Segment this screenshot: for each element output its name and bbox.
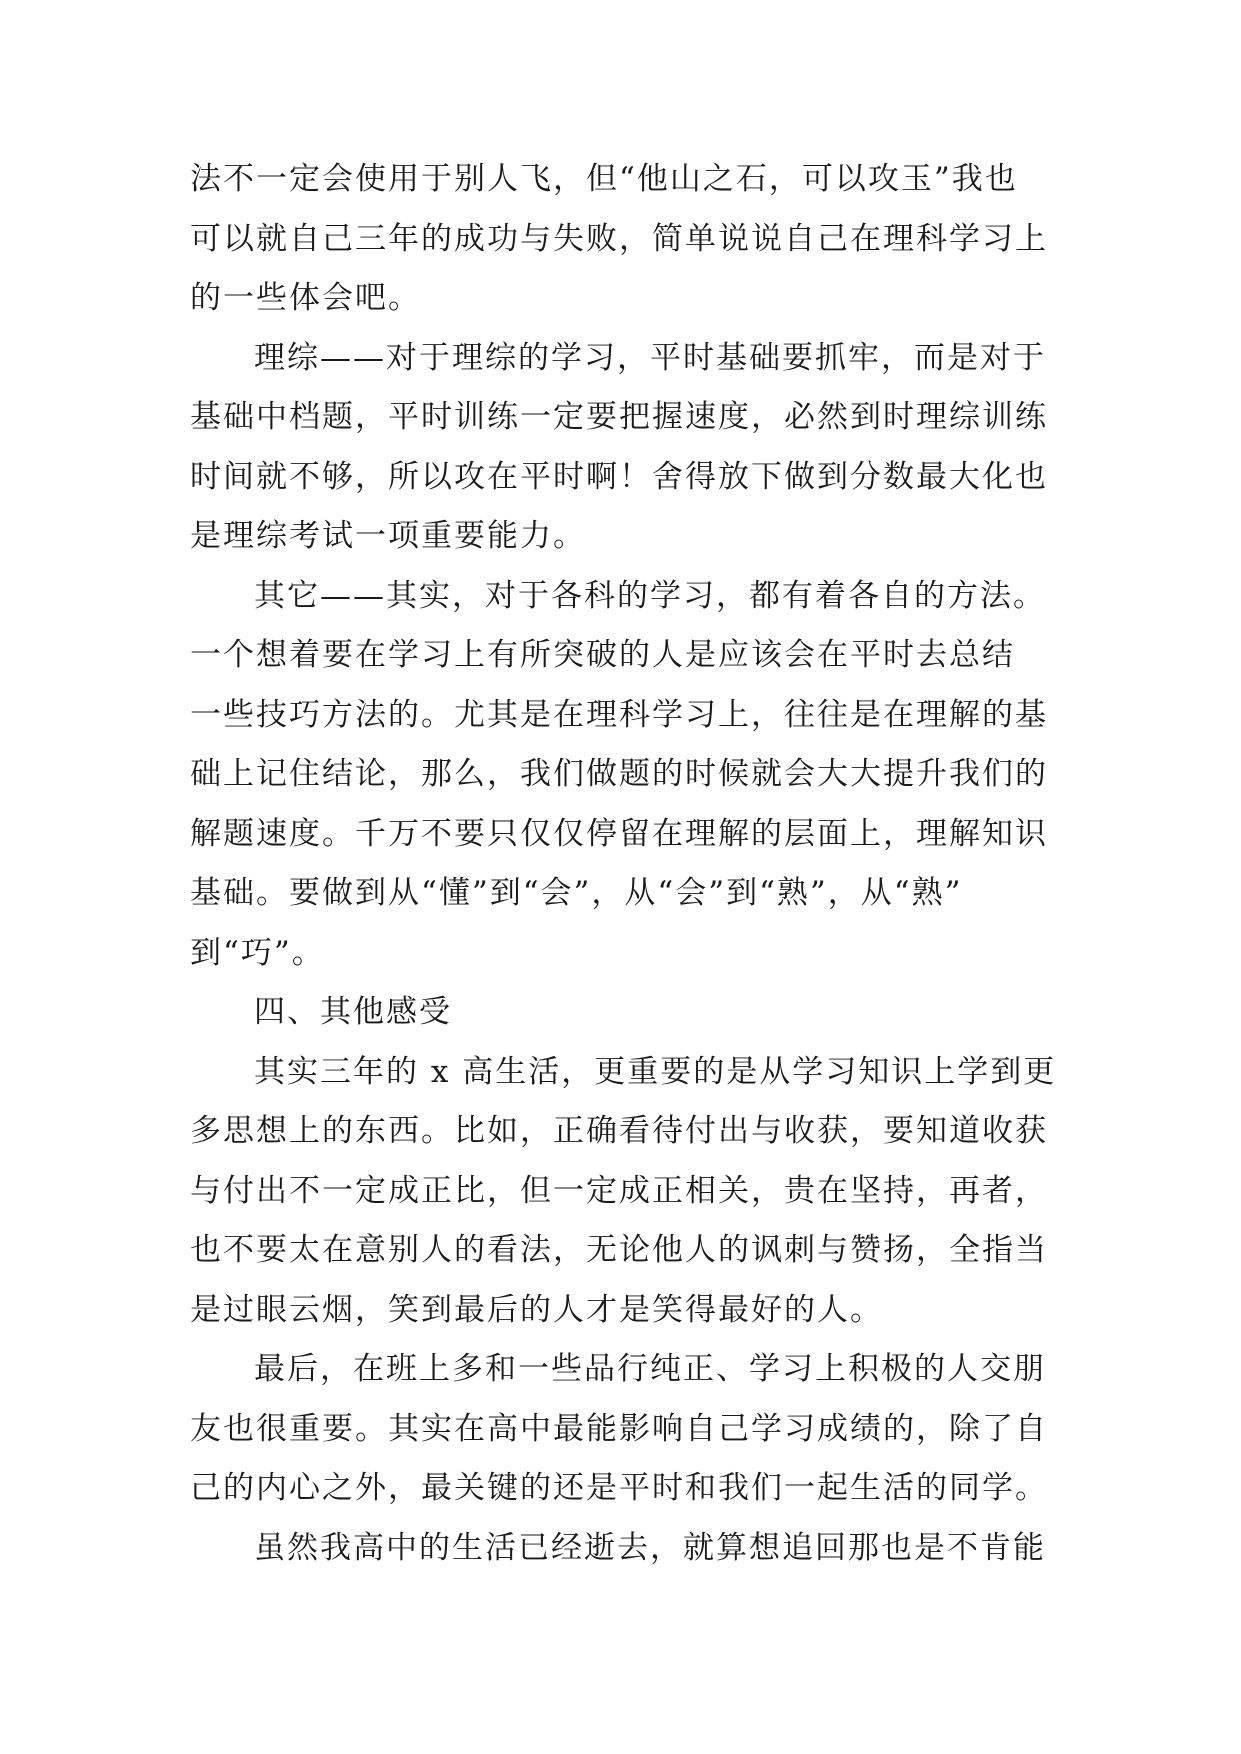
text-line: 一些技巧方法的。尤其是在理科学习上，往往是在理解的基 xyxy=(190,696,1048,733)
text-line: 多思想上的东西。比如，正确看待付出与收获，要知道收获 xyxy=(190,1113,1048,1149)
text-line: 础上记住结论，那么，我们做题的时候就会大大提升我们的 xyxy=(190,756,1048,792)
paragraph-first-line: 虽然我高中的生活已经逝去，就算想追回那也是不肯能 xyxy=(254,1529,1046,1566)
section-heading: 四、其他感受 xyxy=(254,994,452,1030)
text-line: 友也很重要。其实在高中最能影响自己学习成绩的，除了自 xyxy=(190,1410,1048,1447)
text-line: 也不要太在意别人的看法，无论他人的讽刺与赞扬，全指当 xyxy=(190,1232,1048,1268)
text-line: 解题速度。千万不要只仅仅停留在理解的层面上，理解知识 xyxy=(190,815,1048,852)
text-line: 与付出不一定成正比，但一定成正相关，贵在坚持，再者， xyxy=(190,1172,1048,1209)
text-line: 到“巧”。 xyxy=(190,934,325,971)
text-line: 基础。要做到从“懂”到“会”，从“会”到“熟”，从“熟” xyxy=(190,875,963,911)
text-line: 己的内心之外，最关键的还是平时和我们一起生活的同学。 xyxy=(190,1470,1048,1506)
paragraph-first-line: 其它——其实，对于各科的学习，都有着各自的方法。 xyxy=(254,577,1046,614)
text-line: 基础中档题，平时训练一定要把握速度，必然到时理综训练 xyxy=(190,399,1048,435)
text-line: 是理综考试一项重要能力。 xyxy=(190,518,586,554)
text-line: 时间就不够，所以攻在平时啊！舍得放下做到分数最大化也 xyxy=(190,458,1048,495)
text-line: 的一些体会吧。 xyxy=(190,280,421,316)
text-line: 可以就自己三年的成功与失败，简单说说自己在理科学习上 xyxy=(190,220,1048,257)
paragraph-first-line: 其实三年的 x 高生活，更重要的是从学习知识上学到更 xyxy=(254,1053,1057,1090)
paragraph-first-line: 最后，在班上多和一些品行纯正、学习上积极的人交朋 xyxy=(254,1351,1046,1387)
paragraph-first-line: 理综——对于理综的学习，平时基础要抓牢，而是对于 xyxy=(254,339,1046,376)
text-line: 法不一定会使用于别人飞，但“他山之石，可以攻玉”我也 xyxy=(190,161,1018,197)
text-line: 一个想着要在学习上有所突破的人是应该会在平时去总结 xyxy=(190,637,1015,673)
document-body xyxy=(190,150,1070,1578)
text-line: 是过眼云烟，笑到最后的人才是笑得最好的人。 xyxy=(190,1291,883,1328)
